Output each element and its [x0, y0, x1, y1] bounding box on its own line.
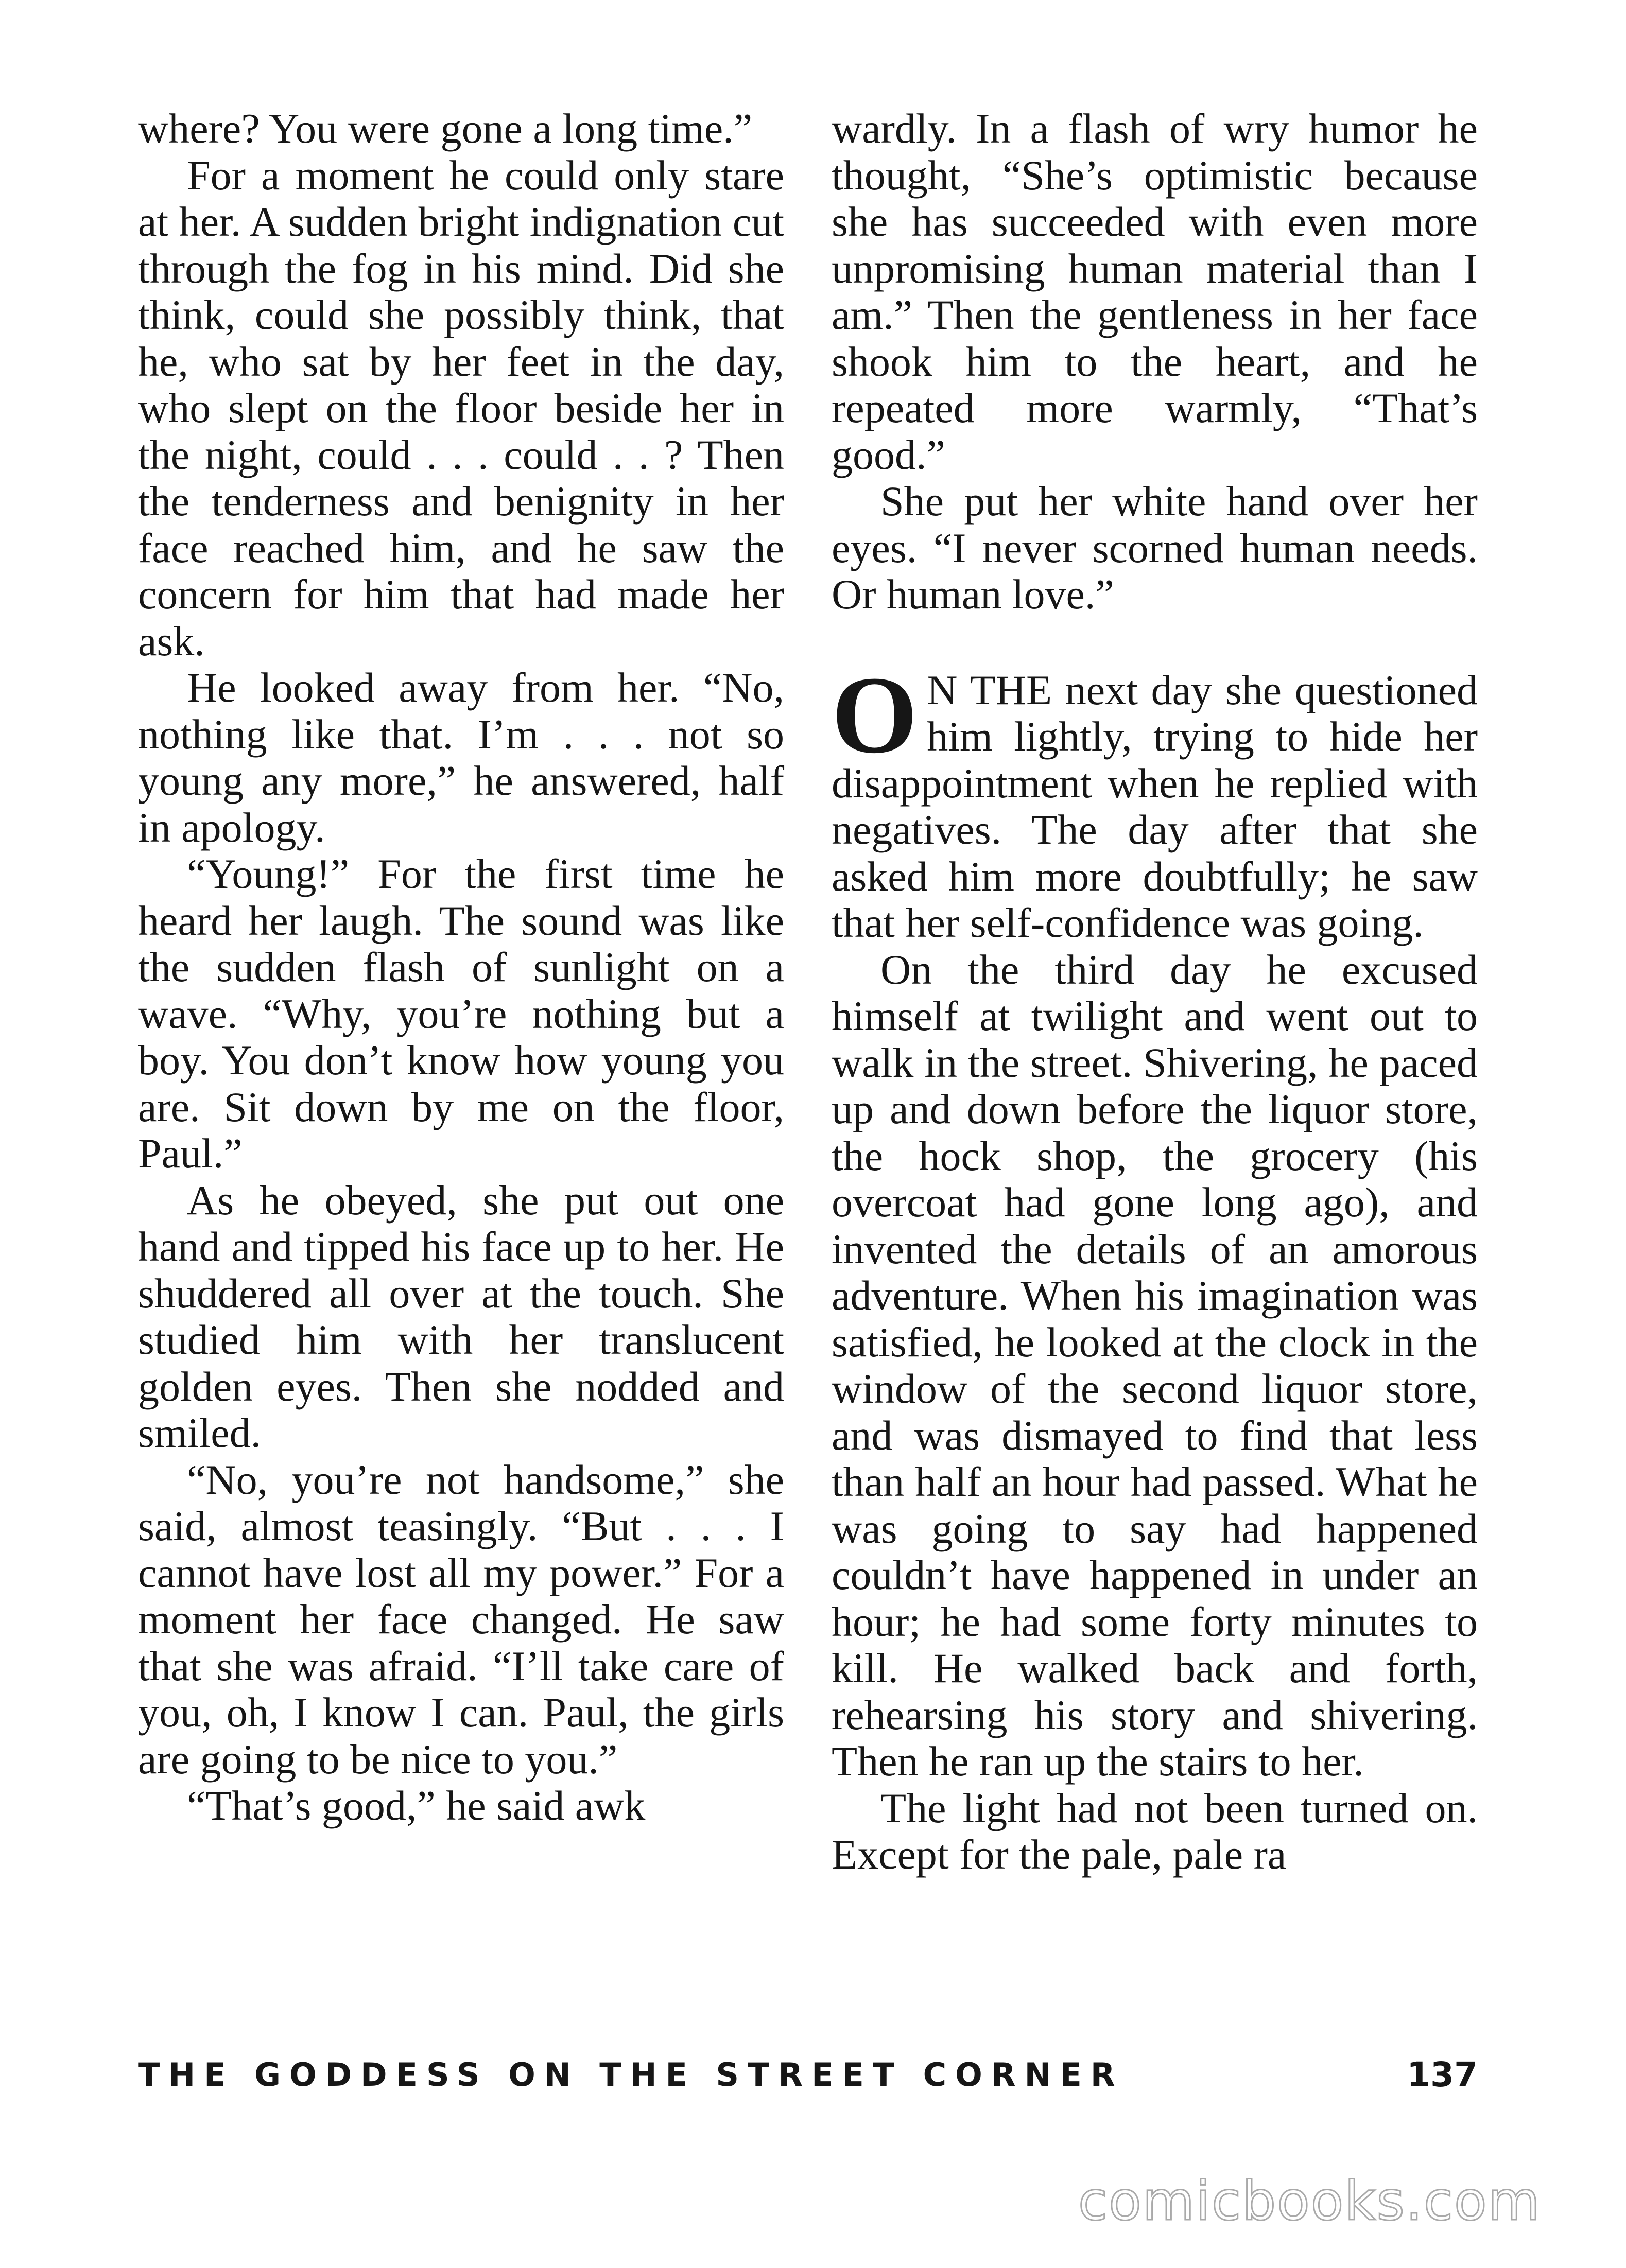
section-break: [832, 618, 1478, 667]
paragraph: He looked away from her. “No, nothing like that. I’m . . . not so young any more,” he answered, half in apology.: [138, 664, 784, 851]
paragraph: “Young!” For the first time he heard her laugh. The sound was like the sudden flash of sunlight on a wave. “Why, you’re nothing but a boy. You don’t know how young you are. Sit down by me on the floor, Paul.”: [138, 850, 784, 1177]
paragraph: where? You were gone a long time.”: [138, 105, 753, 152]
paragraph: “That’s good,” he said awk: [187, 1782, 646, 1829]
drop-cap: O: [832, 653, 918, 776]
paragraph: The light had not been turned on. Except for the pale, pale ra: [832, 1784, 1478, 1878]
right-text-column: [832, 106, 1478, 1878]
paragraph: “No, you’re not handsome,” she said, almost teasingly. “But . . . I cannot have lost all my power.” For a moment her face changed. He saw that she was afraid. “I’ll take care of you, oh, I know I can. Paul, the girls are going to be nice to you.”: [138, 1456, 784, 1783]
paragraph: On the third day he excused himself at twilight and went out to walk in the street. Shivering, he paced up and down before the liquor store, the hock shop, the grocery (his overcoat had gone long ago), and invented the details of an amorous adventure. When his imagination was satisfied, he looked at the clock in the window of the second liquor store, and was dismayed to find that less than half an hour had passed. What he was going to say had happened couldn’t have happened in under an hour; he had some forty minutes to kill. He walked back and forth, rehearsing his story and shivering. Then he ran up the stairs to her.: [832, 946, 1478, 1785]
left-text-column: [138, 106, 784, 1829]
paragraph: As he obeyed, she put out one hand and tipped his face up to her. He shuddered all over at the touch. She studied him with her translucent golden eyes. Then she nodded and smiled.: [138, 1176, 784, 1456]
section-opening-paragraph: [832, 653, 1478, 947]
page-footer: [138, 2046, 1478, 2103]
running-title: THE GODDESS ON THE STREET CORNER: [138, 2055, 1124, 2093]
drop-cap-paragraph-text: N THE next day she questioned him lightly, trying to hide her disappointment when he replied with negatives. The day after that she asked him more doubtfully; he saw that her self-confidence was going.: [832, 666, 1478, 946]
paragraph: She put her white hand over her eyes. “I never scorned human needs. Or human love.”: [832, 478, 1478, 618]
watermark: comicbooks.com: [1078, 2170, 1541, 2232]
paragraph: For a moment he could only stare at her. A sudden bright indignation cut through the fog in his mind. Did she think, could she possibly think, that he, who sat by her feet in the day, who slept on the floor beside her in the night, could . . . could . . ? Then the tenderness and benignity in her face reached him, and he saw the concern for him that had made her ask.: [138, 151, 784, 665]
page-number: 137: [1407, 2054, 1478, 2095]
paragraph: wardly. In a flash of wry humor he thought, “She’s optimistic because she has succeeded with even more unpromising human material than I am.” Then the gentleness in her face shook him to the heart, and he repeated more warmly, “That’s good.”: [832, 105, 1478, 478]
